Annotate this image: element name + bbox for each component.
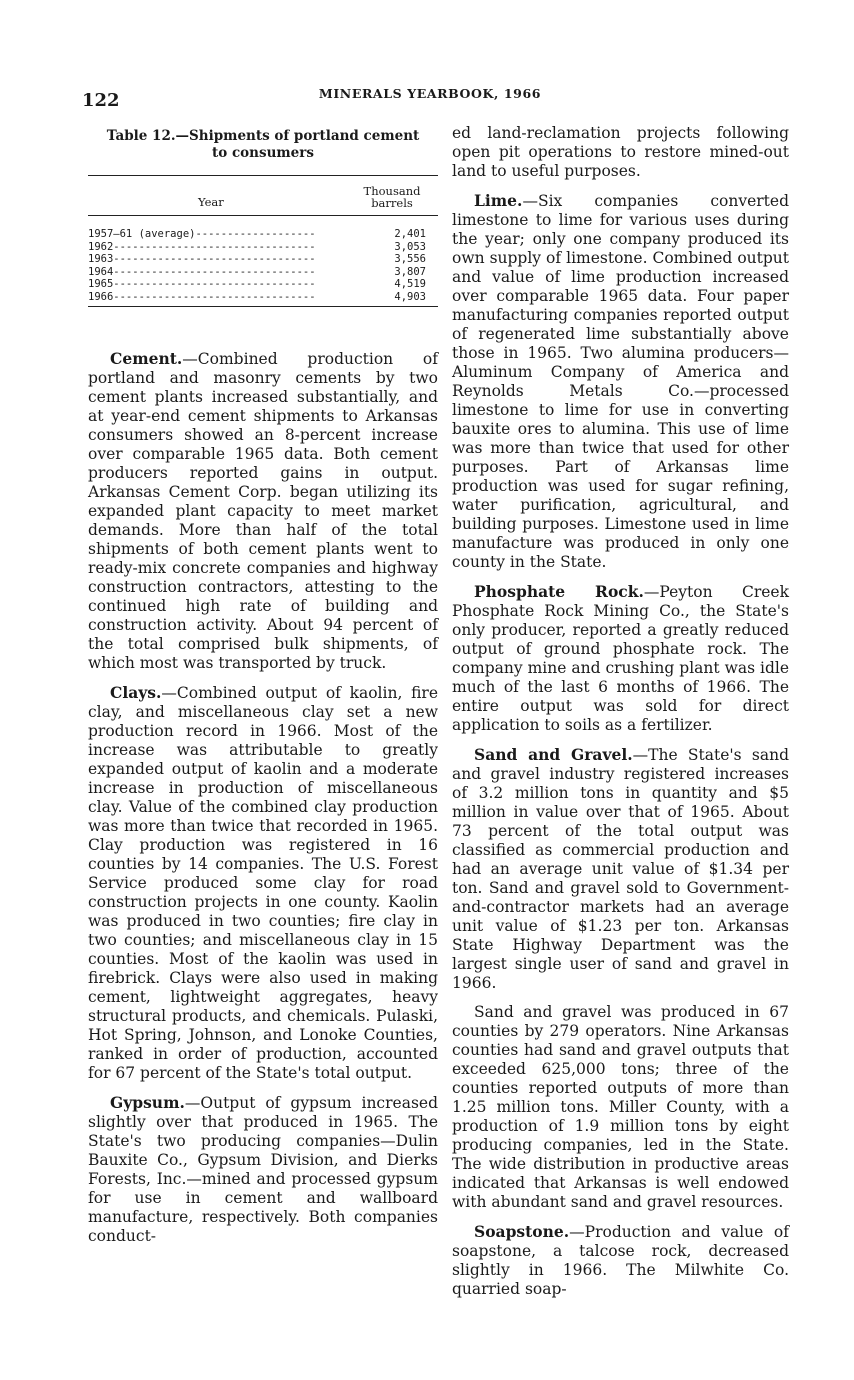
sand-gravel-heading: Sand and Gravel. [474,745,633,764]
table-cell-value: 3,053 [394,240,426,253]
gypsum-text: —Output of gypsum increased slightly over that produced in 1965. The State's two producing companies—Dulin Bauxite Co., Gypsum Division, and Dierks Forests, Inc.—mined and processed gypsum for use in cement and wallboard manufacture, respectively. Both companies conduct- [88,1094,438,1245]
cement-paragraph [88,349,438,673]
table-cell-value: 4,519 [394,278,426,290]
table-row [88,228,438,241]
phosphate-text: —Peyton Creek Phosphate Rock Mining Co., the State's only producer, reported a greatly reduced output of ground phosphate rock. The company mine and crushing plant was idle much of the last 6 months of 1966. The entire output was sold for direct application to soils as a fertilizer. [452,583,789,734]
gypsum-heading: Gypsum. [110,1093,185,1112]
table-cell-year: 1957–61 (average)------------------- [88,228,316,240]
table-caption [88,128,438,162]
running-head: MINERALS YEARBOOK, 1966 [318,86,542,101]
table-cell-value: 3,807 [394,265,426,278]
table-header-value: Thousand barrels [363,184,421,210]
soapstone-text: —Production and value of soapstone, a talcose rock, decreased slightly in 1966. The Milwhite Co. quarried soap- [452,1223,789,1298]
clays-text: —Combined output of kaolin, fire clay, and miscellaneous clay set a new production record in 1966. Most of the increase was attributable to greatly expanded output of kaolin and a moderate increase in production of miscellaneous clay. Value of the combined clay production was more than twice that recorded in 1965. Clay production was registered in 16 counties by 14 companies. The U.S. Forest Service produced some clay for road construction projects in one county. Kaolin was produced in two counties; fire clay in two counties; and miscellaneous clay in 15 counties. Most of the kaolin was used in firebrick. Clays were also used in making cement, lightweight aggregates, heavy structural products, and chemicals. Pulaski, Hot Spring, Johnson, and Lonoke Counties, ranked in order of production, accounted for 67 percent of the State's total output. [88,684,438,1082]
table-cell-year: 1962-------------------------------- [88,240,316,253]
table-header-year: Year [198,195,224,209]
table-caption-line1: Table 12.—Shipments of portland cement [106,128,420,144]
table-row [88,291,438,304]
phosphate-paragraph [452,582,789,735]
cement-text: —Combined production of portland and masonry cements by two cement plants increased substantially, and at year-end cement shipments to Arkansas consumers showed an 8-percent increase over comparable 1965 data. Both cement producers reported gains in output. Arkansas Cement Corp. began utilizing its expanded plant capacity to meet market demands. More than half of the total shipments of both cement plants went to ready-mix concrete companies and highway construction contractors, attesting to the continued high rate of building and construction activity. About 94 percent of the total comprised bulk shipments, of which most was transported by truck. [88,350,438,672]
table-cell-value: 3,556 [394,253,426,265]
table-caption-line2: to consumers [212,145,314,161]
left-column [88,128,438,1256]
table-header [88,176,438,216]
cement-heading: Cement. [110,349,183,368]
lime-heading: Lime. [474,191,523,210]
lime-paragraph [452,191,789,572]
lime-text: —Six companies converted limestone to lime for various uses during the year; only one company produced its own supply of limestone. Combined output and value of lime production increased over comparable 1965 data. Four paper manufacturing companies reported output of regenerated lime substantially above those in 1965. Two alumina producers—Aluminum Company of America and Reynolds Metals Co.—processed limestone to lime for use in converting bauxite ores to alumina. This use of lime was more than twice that used for other purposes. Part of Arkansas lime production was used for sugar refining, water purification, agricultural, and building purposes. Limestone used in lime manufacture was produced in only one county in the State. [452,192,789,571]
sand-gravel-paragraph-2 [452,1003,789,1212]
table-body [88,216,438,307]
soapstone-heading: Soapstone. [474,1222,570,1241]
soapstone-paragraph [452,1222,789,1299]
right-column [452,124,789,1309]
clays-paragraph [88,683,438,1083]
table-cell-year: 1966-------------------------------- [88,290,316,303]
table-cell-value: 2,401 [394,228,426,240]
clays-heading: Clays. [110,683,162,702]
continued-paragraph [452,124,789,181]
sand-gravel-text-2: Sand and gravel was produced in 67 counties by 279 operators. Nine Arkansas counties had sand and gravel outputs that exceeded 625,000 tons; three of the counties reported outputs of more than 1.25 million tons. Miller County, with a production of 1.9 million tons by eight producing companies, led in the State. The wide distribution in productive areas indicated that Arkansas is well endowed with abundant sand and gravel resources. [452,1003,789,1211]
table-cell-year: 1963-------------------------------- [88,253,316,265]
continued-text: ed land-reclamation projects following open pit operations to restore mined-out land to useful purposes. [452,124,789,180]
table-row [88,253,438,266]
table-row [88,241,438,254]
table-cell-year: 1964-------------------------------- [88,265,316,278]
gypsum-paragraph [88,1093,438,1246]
table-cell-value: 4,903 [394,290,426,303]
table-row [88,278,438,291]
sand-gravel-paragraph [452,745,789,993]
page-number: 122 [82,90,120,111]
sand-gravel-text: —The State's sand and gravel industry registered increases of 3.2 million tons in quantity and $5 million in value over that of 1965. About 73 percent of the total output was classified as commercial production and had an average unit value of $1.34 per ton. Sand and gravel sold to Government-and-contractor markets had an average unit value of $1.23 per ton. Arkansas State Highway Department was the largest single user of sand and gravel in 1966. [452,746,790,992]
phosphate-heading: Phosphate Rock. [474,582,644,601]
table-row [88,266,438,279]
table-cell-year: 1965-------------------------------- [88,278,316,290]
